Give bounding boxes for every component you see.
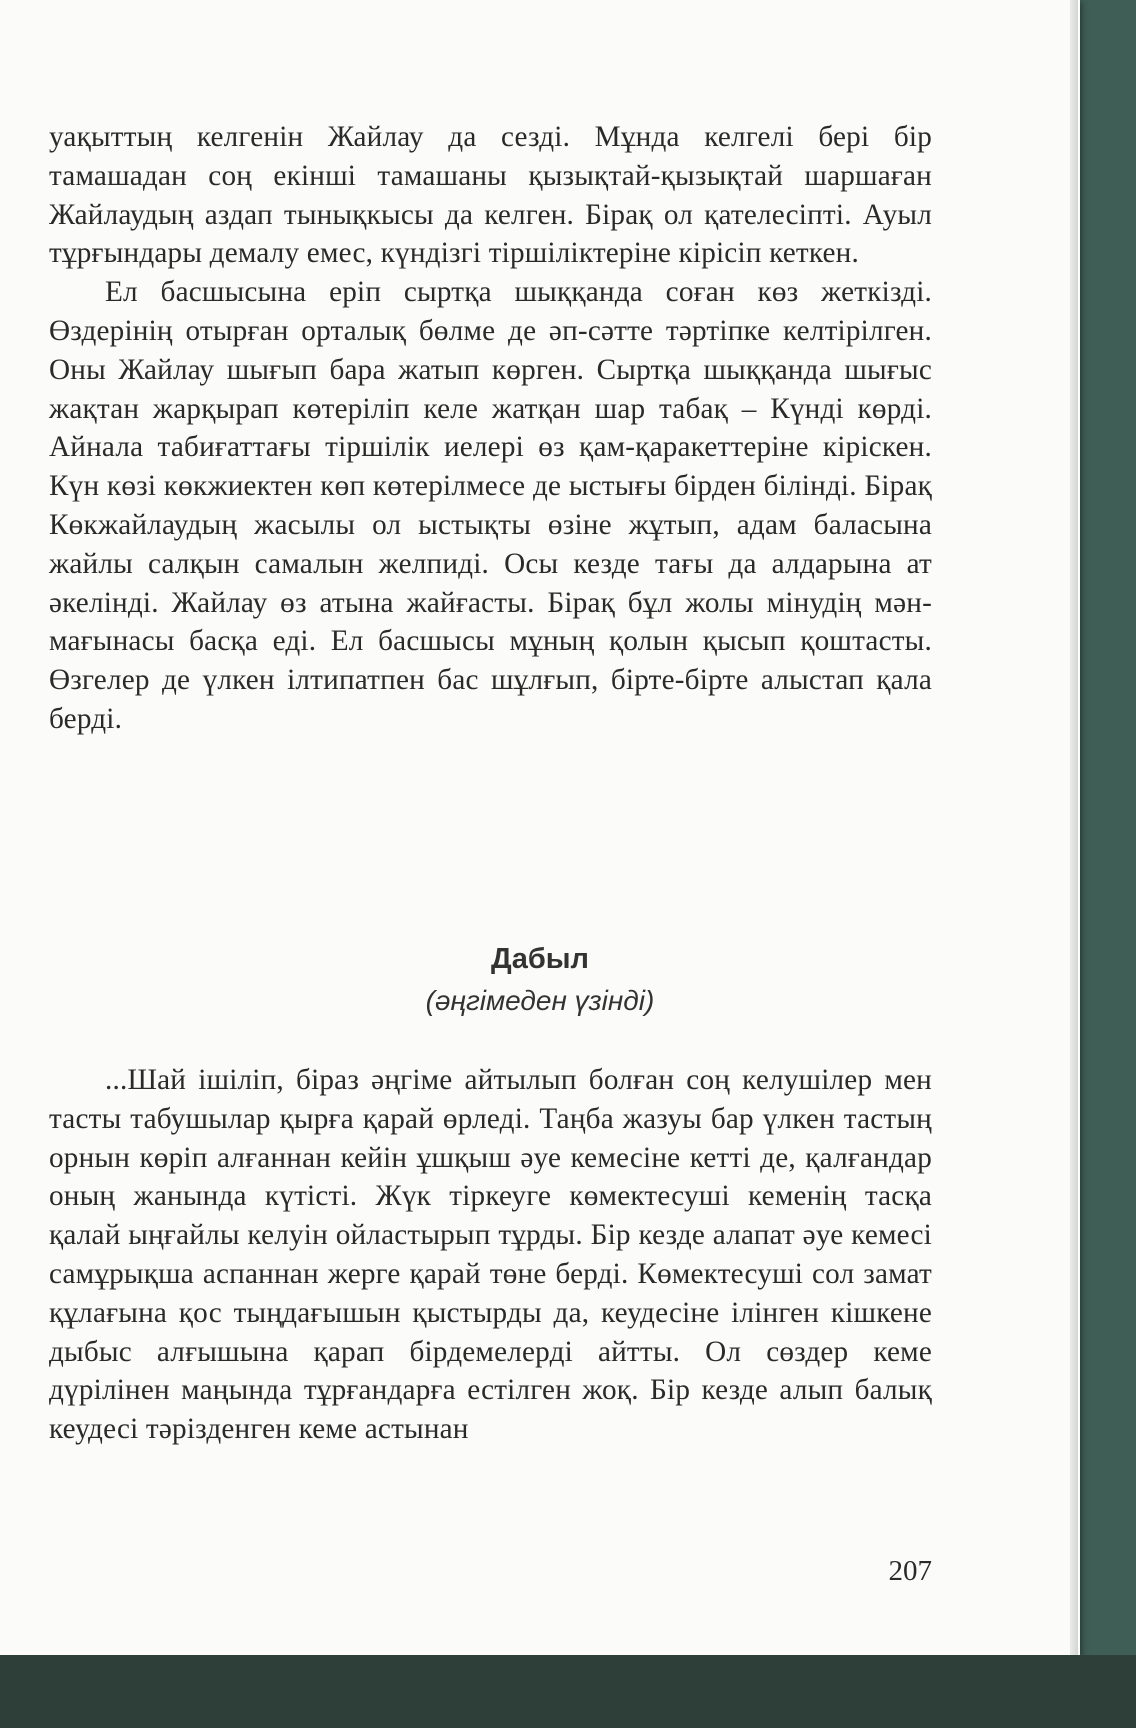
text-section-1 xyxy=(49,118,932,739)
page-number: 207 xyxy=(888,1555,932,1587)
story-title: Дабыл xyxy=(491,943,589,975)
book-cover-edge xyxy=(0,1655,1136,1728)
story-subtitle: (әңгімеден үзінді) xyxy=(425,985,655,1016)
story-paragraph: ...Шай ішіліп, біраз әңгіме айтылып болған соң келушілер мен тасты табушылар қырға қарай өрледі. Таңба жазуы бар үлкен тастың орнын көріп алғаннан кейін ұшқыш әуе кемесіне кетті де, қалғандар оның жанында күтісті. Жүк тіркеуге көмектесуші кеменің тасқа қалай ыңғайлы келуін ойластырып тұрды. Бір кезде алапат әуе кемесі самұрықша аспаннан жерге қарай төне берді. Көмектесуші сол замат құлағына қос тыңдағышын қыстырды да, кеудесіне ілінген кішкене дыбыс алғышына қарап бірдемелерді айтты. Ол сөздер кеме дүрілінен маңында тұрғандарға естілген жоқ. Бір кезде алып балық кеудесі тәрізденген кеме астынан xyxy=(49,1064,932,1446)
paragraph-2: Ел басшысына еріп сыртқа шыққанда соған көз жеткізді. Өздерінің отырған орталық бөлме де әп-сәтте тәртіпке келтірілген. Оны Жайлау шығып бара жатып көрген. Сыртқа шыққанда шығыс жақтан жарқырап көтеріліп келе жатқан шар табақ – Күнді көрді. Айнала табиғаттағы тіршілік иелері өз қам-қаракеттеріне кіріскен. Күн көзі көкжиектен көп көтерілмесе де ыстығы бірден білінді. Бірақ Көкжайлаудың жасылы ол ыстықты өзіне жұтып, адам баласына жайлы салқын самалын желпиді. Осы кезде тағы да алдарына ат әкелінді. Жайлау өз атына жайғасты. Бірақ бұл жолы мінудің мән-мағынасы басқа еді. Ел басшысы мұның қолын қысып қоштасты. Өзгелер де үлкен ілтипатпен бас шұлғып, бірте-бірте алыстап қала берді. xyxy=(49,276,932,735)
text-section-2 xyxy=(49,1061,932,1449)
paragraph-1: уақыттың келгенін Жайлау да сезді. Мұнда келгелі бері бір тамашадан соң екінші тамашаны қызықтай-қызықтай шаршаған Жайлаудың аздап тынықкысы да келген. Бірақ ол қателесіпті. Ауыл тұрғындары демалу емес, күндізгі тіршіліктеріне кірісіп кеткен. xyxy=(49,121,932,270)
page-edge xyxy=(1070,0,1078,1655)
